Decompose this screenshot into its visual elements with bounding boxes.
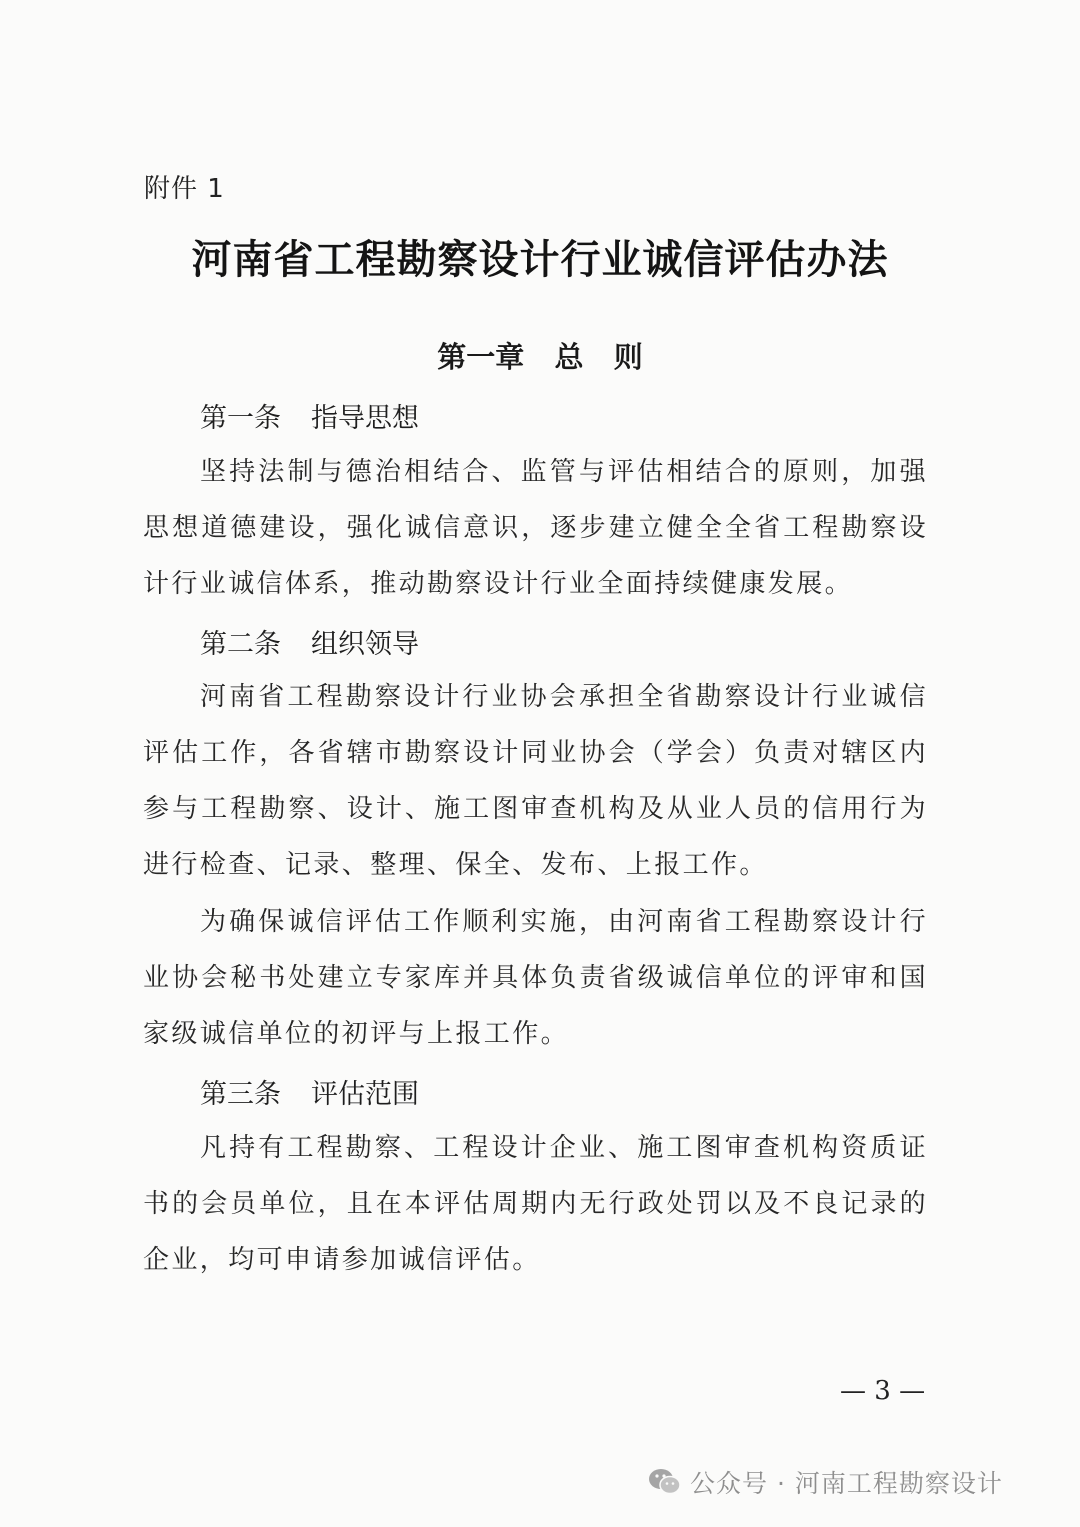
article-number: 第二条 bbox=[200, 629, 281, 660]
article-title: 指导思想 bbox=[311, 403, 419, 434]
article-paragraph: 凡持有工程勘察、工程设计企业、施工图审查机构资质证书的会员单位，且在本评估周期内无行政处罚以及不良记录的企业，均可申请参加诚信评估。 bbox=[143, 1133, 928, 1275]
article-number: 第三条 bbox=[200, 1079, 281, 1110]
article-title: 组织领导 bbox=[311, 629, 419, 660]
page-number: — 3 — bbox=[840, 1376, 926, 1406]
article-title: 评估范围 bbox=[311, 1079, 419, 1110]
article-paragraph: 河南省工程勘察设计行业协会承担全省勘察设计行业诚信评估工作，各省辖市勘察设计同业协会（学会）负责对辖区内参与工程勘察、设计、施工图审查机构及从业人员的信用行为进行检查、记录、整理、保全、发布、上报工作。 bbox=[143, 682, 928, 880]
article-heading bbox=[200, 1072, 419, 1111]
article-paragraph: 为确保诚信评估工作顺利实施，由河南省工程勘察设计行业协会秘书处建立专家库并具体负责省级诚信单位的评审和国家级诚信单位的初评与上报工作。 bbox=[143, 907, 928, 1049]
document-title: 河南省工程勘察设计行业诚信评估办法 bbox=[191, 236, 889, 283]
watermark-text: 公众号 · 河南工程勘察设计 bbox=[690, 1469, 1003, 1498]
watermark bbox=[648, 1462, 1003, 1502]
article-heading bbox=[200, 622, 419, 661]
wechat-icon bbox=[648, 1467, 682, 1497]
attachment-label: 附件 1 bbox=[144, 174, 225, 204]
article-paragraph: 坚持法制与德治相结合、监管与评估相结合的原则，加强思想道德建设，强化诚信意识，逐步建立健全全省工程勘察设计行业诚信体系，推动勘察设计行业全面持续健康发展。 bbox=[143, 457, 928, 599]
article-heading bbox=[200, 396, 419, 435]
chapter-title: 第一章 总 则 bbox=[437, 340, 643, 374]
article-number: 第一条 bbox=[200, 403, 281, 434]
